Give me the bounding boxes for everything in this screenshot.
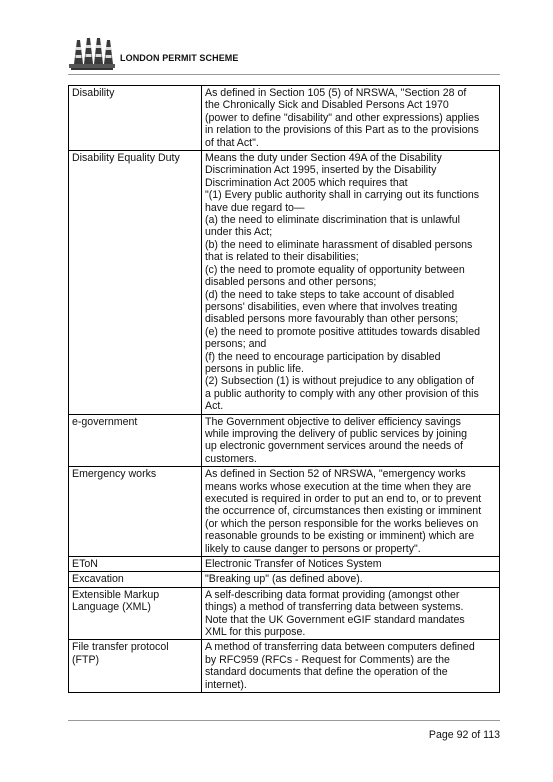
term-line: Disability [72,87,115,99]
definition-line: means works whose execution at the time when they are [205,480,472,493]
term-line: File transfer protocol [72,641,169,654]
definition-line: the Chronically Sick and Disabled Persons Act 1970 [205,99,449,112]
term-line: Language (XML) [72,601,151,614]
glossary-definition [202,572,500,587]
definition-line: disabled persons and other persons; [205,276,377,289]
definition-line: (b) the need to eliminate harassment of disabled persons [205,238,473,251]
glossary-row [69,86,500,151]
definition-line: standard documents that define the operation of the [205,666,448,679]
definition-line: up electronic government services around the needs of [205,440,463,453]
definition-line: Discrimination Act 2005 which requires that [205,176,408,189]
header-divider [68,74,500,75]
definition-line: reasonable grounds to be existing or imminent) which are [205,530,475,543]
glossary-term [69,467,202,557]
definition-line: that is related to their disabilities; [205,251,359,264]
glossary-row [69,587,500,640]
term-line: EToN [72,558,98,571]
definition-line: likely to cause danger to persons or property". [205,542,421,555]
term-line: Extensible Markup [72,588,160,601]
definition-line: customers. [205,452,257,465]
glossary-definition [202,151,500,415]
definition-line: a public authority to comply with any other provision of this [205,387,479,400]
definition-line: "(1) Every public authority shall in carrying out its functions [205,189,480,202]
footer-divider [68,720,500,721]
definition-line: by RFC959 (RFCs - Request for Comments) are the [205,653,450,666]
definition-line: (power to define "disability" and other expressions) applies [205,111,480,124]
traffic-cones-logo-icon [68,34,116,70]
definition-line: (d) the need to take steps to take account of disabled [205,288,455,301]
glossary-definition [202,86,500,151]
page-header [68,34,500,74]
glossary-row [69,557,500,572]
glossary-term [69,587,202,640]
definition-line: (a) the need to eliminate discrimination that is unlawful [205,214,460,227]
definition-line: executed is required in order to put an end to, or to prevent [205,493,482,505]
glossary-row [69,414,500,467]
definition-line: persons in public life. [205,362,304,375]
term-line: Emergency works [72,468,157,481]
definition-line: Note that the UK Government eGIF standard mandates [205,613,465,626]
glossary-term [69,151,202,415]
definition-line: have due regard to— [205,201,305,214]
definition-line: in relation to the provisions of this Part as to the provisions [205,124,479,137]
glossary-definition [202,414,500,467]
definition-line: The Government objective to deliver efficiency savings [205,415,461,428]
definition-line: of that Act". [205,136,259,149]
glossary-definition [202,467,500,557]
definition-line: internet). [205,678,247,691]
definition-line: persons; and [205,338,267,351]
glossary-row [69,572,500,587]
definition-line: (c) the need to promote equality of opportunity between [205,263,465,276]
definition-line: "Breaking up" (as defined above). [205,573,363,586]
definition-line: while improving the delivery of public services by joining [205,427,468,440]
definition-line: Discrimination Act 1995, inserted by the Disability [205,164,437,177]
term-line: (FTP) [72,653,100,666]
glossary-definition [202,587,500,640]
definition-line: (f) the need to encourage participation by disabled [205,350,441,363]
definition-line: XML for this purpose. [205,626,306,639]
glossary-term [69,557,202,572]
definition-line: Act. [205,400,224,413]
definition-line: persons' disabilities, even where that involves treating [205,300,458,313]
glossary-term [69,414,202,467]
definition-line: the occurrence of, circumstances then existing or imminent [205,505,482,518]
definition-line: (e) the need to promote positive attitudes towards disabled [205,325,481,338]
definition-line: Electronic Transfer of Notices System [205,558,382,571]
definition-line: under this Act; [205,226,273,239]
definition-line: things) a method of transferring data between systems. [205,601,464,614]
glossary-term [69,640,202,693]
glossary-row [69,151,500,415]
document-title: LONDON PERMIT SCHEME [120,53,239,63]
term-line: Excavation [72,573,124,586]
definition-line: (or which the person responsible for the works believes on [205,517,479,530]
definition-line: A self-describing data format providing (amongst other [205,588,460,601]
term-line: Disability Equality Duty [72,152,180,165]
glossary-row [69,467,500,557]
definition-line: As defined in Section 105 (5) of NRSWA, "Section 28 of [205,87,467,99]
glossary-definition [202,640,500,693]
glossary-table [68,85,500,693]
definition-line: Means the duty under Section 49A of the Disability [205,152,442,165]
page-number: Page 92 of 113 [428,729,500,741]
glossary-definition [202,557,500,572]
definition-line: As defined in Section 52 of NRSWA, "emergency works [205,468,466,481]
definition-line: disabled persons more favourably than other persons; [205,313,459,326]
definition-line: (2) Subsection (1) is without prejudice to any obligation of [205,375,475,388]
glossary-term [69,572,202,587]
glossary-row [69,640,500,693]
glossary-term [69,86,202,151]
definition-line: A method of transferring data between computers defined [205,641,475,654]
term-line: e-government [72,415,138,428]
